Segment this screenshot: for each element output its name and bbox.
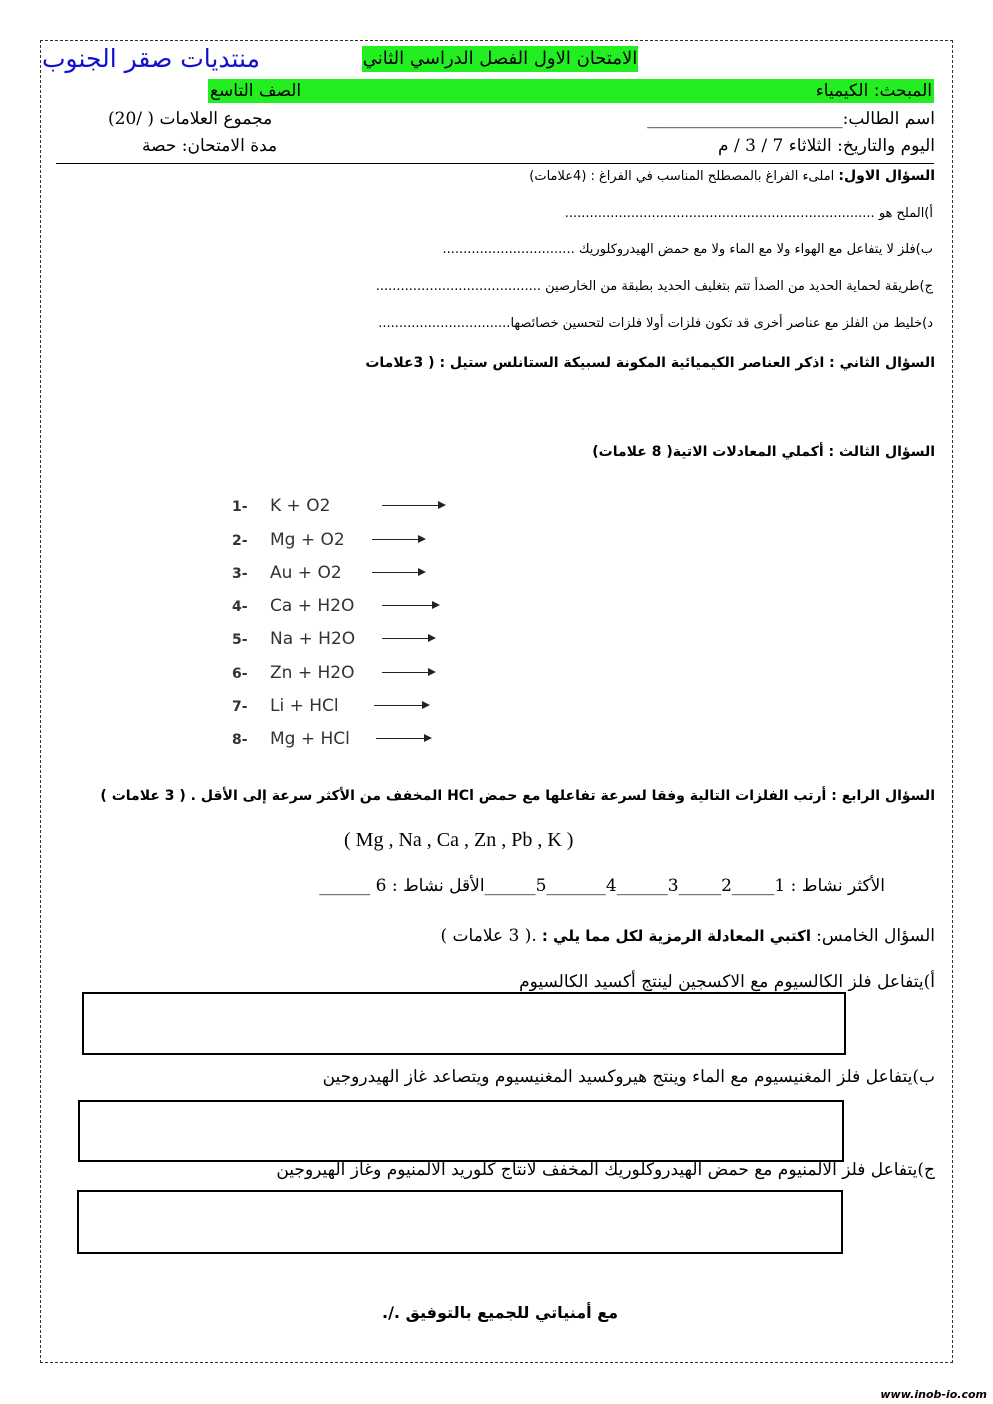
equation-row <box>232 627 355 651</box>
site-title: منتديات صقر الجنوب <box>42 44 260 73</box>
reactivity-ranking: الأكثر نشاط : 1_____2_____3______4_______5______الأقل نشاط : 6 ______ <box>319 876 885 896</box>
arrow-right-icon <box>382 605 438 606</box>
arrow-right-icon <box>372 539 424 540</box>
equation-number: 6- <box>232 666 248 682</box>
q5-heading <box>441 926 935 946</box>
arrow-right-icon <box>382 672 434 673</box>
q1-item-c: ج)طريقة لحماية الحديد من الصدأ تتم بتغليف الحديد بطبقة من الخارصين ........................................ <box>375 279 933 294</box>
equation-reactants: Na + H2O <box>270 629 356 649</box>
grade-label: الصف التاسع <box>210 81 302 101</box>
equation-number: 8- <box>232 732 248 748</box>
q5-label: السؤال الخامس: <box>816 926 935 946</box>
answer-box-c[interactable] <box>77 1190 843 1254</box>
subject-bar <box>208 79 934 103</box>
equation-number: 5- <box>232 632 248 648</box>
arrow-right-icon <box>376 738 430 739</box>
exam-title: الامتحان الاول الفصل الدراسي الثاني <box>362 46 638 72</box>
q5-marks: .( 3 علامات ) <box>440 926 537 946</box>
equation-number: 3- <box>232 566 248 582</box>
equation-row <box>232 594 354 618</box>
equation-row <box>232 661 354 685</box>
q5-item-b: ب)يتفاعل فلز المغنيسيوم مع الماء وينتج هيروكسيد المغنيسيوم ويتصاعد غاز الهيدروجين <box>322 1067 935 1087</box>
equation-row <box>232 727 350 751</box>
answer-box-b[interactable] <box>78 1100 844 1162</box>
arrow-right-icon <box>374 705 428 706</box>
equation-reactants: Mg + HCl <box>270 729 350 749</box>
equation-row <box>232 561 342 585</box>
equation-reactants: Au + O2 <box>270 563 342 583</box>
equation-reactants: K + O2 <box>270 496 331 516</box>
student-name-field: اسم الطالب:_______________________ <box>647 109 935 129</box>
equation-number: 1- <box>232 499 248 515</box>
arrow-right-icon <box>372 572 424 573</box>
equation-row <box>232 494 330 518</box>
equation-row <box>232 694 339 718</box>
q3-title: السؤال الثالث : أكملي المعادلات الاتية( 8 علامات) <box>592 444 935 460</box>
equation-reactants: Ca + H2O <box>270 596 355 616</box>
equation-reactants: Li + HCl <box>270 696 339 716</box>
arrow-right-icon <box>382 505 444 506</box>
q1-title: السؤال الاول: <box>838 168 935 184</box>
q1-item-b: ب)فلز لا يتفاعل مع الهواء ولا مع الماء ولا مع حمض الهيدروكلوريك ................................ <box>442 242 933 257</box>
q4-title: السؤال الرابع : أرتب الفلزات التالية وفقا لسرعة تفاعلها مع حمض HCl المخفف من الأكثر سرعة إلى الأقل . ( 3 علامات ) <box>100 788 935 804</box>
answer-box-a[interactable] <box>82 992 846 1055</box>
closing-note: مع أمنياتي للجميع بالتوفيق ./. <box>382 1303 619 1322</box>
equation-reactants: Mg + O2 <box>270 530 345 550</box>
subject-label: المبحث: الكيمياء <box>815 81 932 101</box>
total-marks: مجموع العلامات ( /20) <box>108 109 273 129</box>
equation-number: 7- <box>232 699 248 715</box>
footer-url: www.inob-io.com <box>880 1388 987 1401</box>
metals-list: ( Mg , Na , Ca , Zn , Pb , K ) <box>344 829 574 851</box>
q1-instruction: املىء الفراغ بالمصطلح المناسب في الفراغ : (4علامات) <box>529 169 835 184</box>
q5-item-a: أ)يتفاعل فلز الكالسيوم مع الاكسجين لينتج أكسيد الكالسيوم <box>519 972 935 992</box>
q1-item-a: أ)الملح هو ........................................................................... <box>564 206 933 221</box>
arrow-right-icon <box>382 638 434 639</box>
q5-title: اكتبي المعادلة الرمزية لكل مما يلي : <box>541 927 811 945</box>
equation-number: 4- <box>232 599 248 615</box>
q2-title: السؤال الثاني : اذكر العناصر الكيميائية المكونة لسبيكة الستانلس ستيل : ( 3علامات <box>365 355 935 371</box>
equation-row <box>232 528 345 552</box>
exam-duration: مدة الامتحان: حصة <box>142 136 278 156</box>
header-divider <box>56 163 934 164</box>
equation-reactants: Zn + H2O <box>270 663 355 683</box>
q1-heading <box>529 168 935 184</box>
q5-item-c: ج)يتفاعل فلز الالمنيوم مع حمض الهيدروكلوريك المخفف لانتاج كلوريد الالمنيوم وغاز الهيروجين <box>276 1160 935 1180</box>
exam-date: اليوم والتاريخ: الثلاثاء 7 / 3 / م <box>718 136 935 156</box>
q1-item-d: د)خليط من الفلز مع عناصر أخرى قد تكون فلزات أولا فلزات لتحسين خصائصها................................ <box>378 316 933 331</box>
equation-number: 2- <box>232 533 248 549</box>
